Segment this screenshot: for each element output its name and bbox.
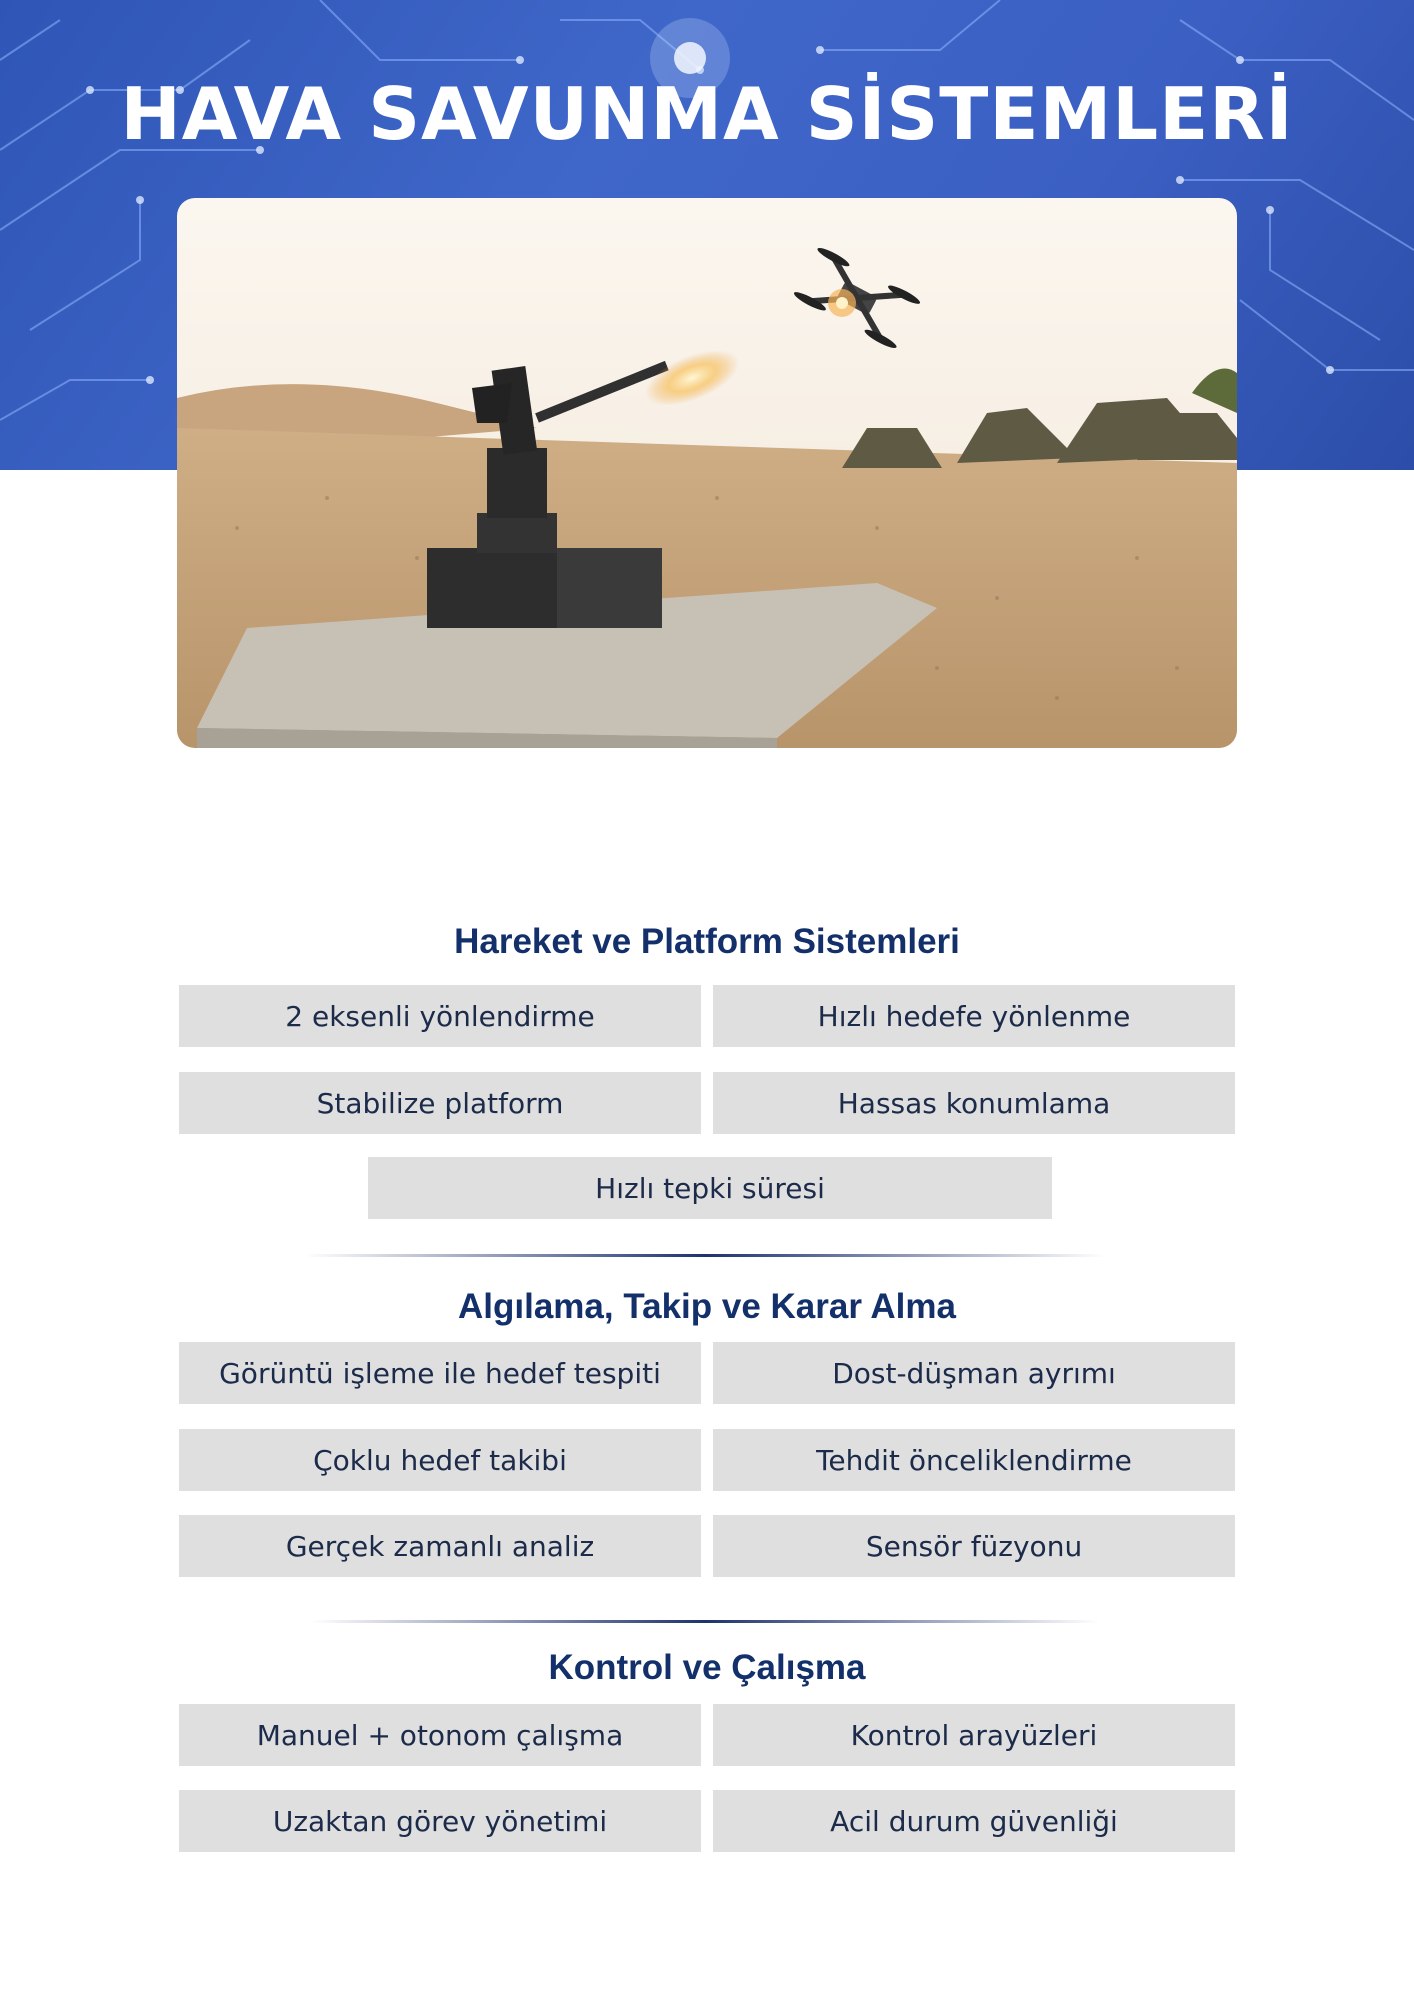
feature-chip: Tehdit önceliklendirme xyxy=(713,1429,1235,1491)
feature-chip: Gerçek zamanlı analiz xyxy=(179,1515,701,1577)
feature-chip: Görüntü işleme ile hedef tespiti xyxy=(179,1342,701,1404)
feature-chip: Kontrol arayüzleri xyxy=(713,1704,1235,1766)
counter-drone-turret-photo-icon xyxy=(177,198,1237,748)
feature-chip: Manuel + otonom çalışma xyxy=(179,1704,701,1766)
feature-chip: 2 eksenli yönlendirme xyxy=(179,985,701,1047)
section-title-detection: Algılama, Takip ve Karar Alma xyxy=(458,1287,956,1326)
feature-chip: Sensör füzyonu xyxy=(713,1515,1235,1577)
section-divider xyxy=(305,1254,1105,1257)
feature-chip: Dost-düşman ayrımı xyxy=(713,1342,1235,1404)
feature-chip: Çoklu hedef takibi xyxy=(179,1429,701,1491)
page-title: HAVA SAVUNMA SİSTEMLERİ xyxy=(120,72,1294,156)
feature-chip: Stabilize platform xyxy=(179,1072,701,1134)
feature-chip: Acil durum güvenliği xyxy=(713,1790,1235,1852)
feature-chip: Hassas konumlama xyxy=(713,1072,1235,1134)
feature-chip: Hızlı hedefe yönlenme xyxy=(713,985,1235,1047)
section-title-motion: Hareket ve Platform Sistemleri xyxy=(454,922,960,961)
feature-chip: Uzaktan görev yönetimi xyxy=(179,1790,701,1852)
section-divider xyxy=(310,1620,1100,1623)
feature-chip: Hızlı tepki süresi xyxy=(368,1157,1052,1219)
section-title-control: Kontrol ve Çalışma xyxy=(548,1648,866,1687)
hero-photo xyxy=(177,198,1237,748)
